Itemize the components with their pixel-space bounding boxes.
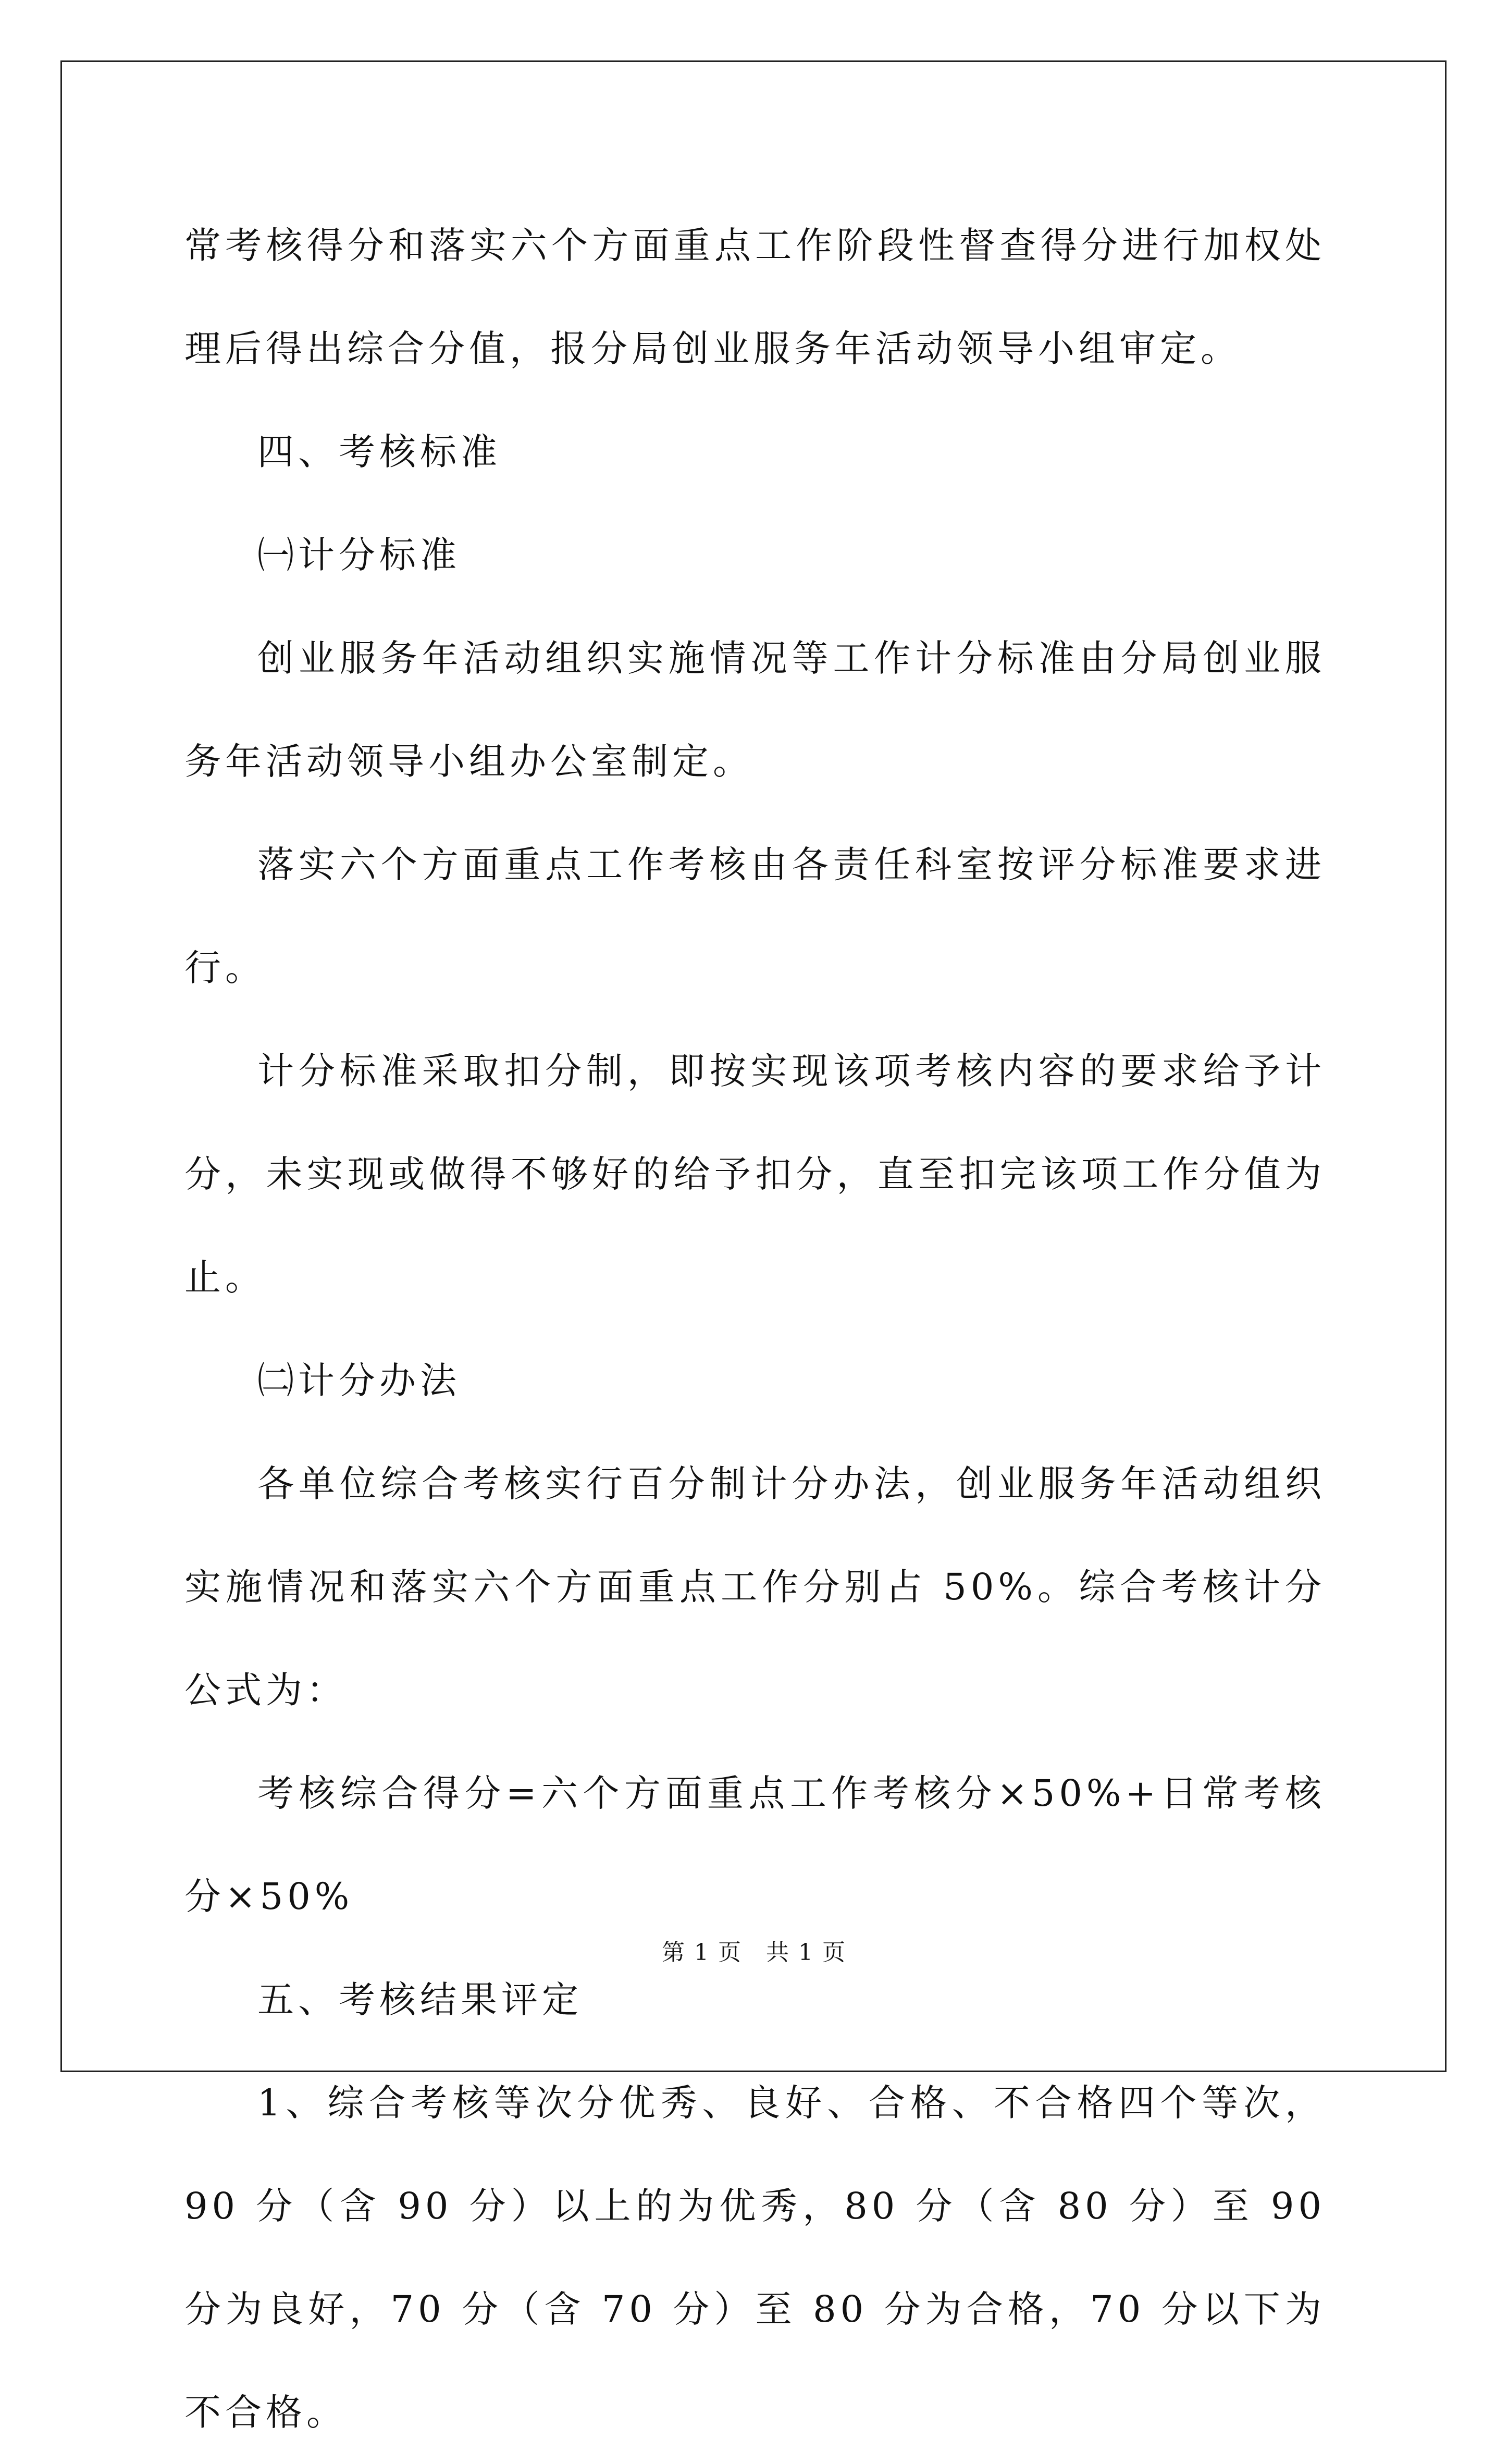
paragraph: 1、综合考核等次分优秀、良好、合格、不合格四个等次，90 分（含 90 分）以上的为优秀，80 分（含 80 分）至 90 分为良好，70 分（含 70 分）至 80 分为合格，70 分以下为不合格。 <box>184 2081 1326 2434</box>
paragraph: 各单位综合考核实行百分制计分办法，创业服务年活动组织实施情况和落实六个方面重点工作分别占 50%。综合考核计分公式为： <box>184 1462 1326 1711</box>
page-footer: 第 1 页 共 1 页 <box>662 1939 846 1966</box>
paragraph: 落实六个方面重点工作考核由各责任科室按评分标准要求进行。 <box>184 843 1326 989</box>
section-heading: 四、考核标准 <box>257 430 501 473</box>
paragraph: 常考核得分和落实六个方面重点工作阶段性督查得分进行加权处理后得出综合分值，报分局创业服务年活动领导小组审定。 <box>184 224 1326 370</box>
document-body <box>184 194 1326 2464</box>
paragraph: 计分标准采取扣分制，即按实现该项考核内容的要求给予计分，未实现或做得不够好的给予扣分，直至扣完该项工作分值为止。 <box>184 1050 1326 1299</box>
subsection-heading: ㈡计分办法 <box>257 1359 461 1402</box>
section-heading: 五、考核结果评定 <box>257 1978 583 2021</box>
paragraph: 创业服务年活动组织实施情况等工作计分标准由分局创业服务年活动领导小组办公室制定。 <box>184 637 1326 783</box>
subsection-heading: ㈠计分标准 <box>257 534 461 576</box>
formula-paragraph: 考核综合得分=六个方面重点工作考核分×50%+日常考核分×50% <box>184 1772 1326 1918</box>
